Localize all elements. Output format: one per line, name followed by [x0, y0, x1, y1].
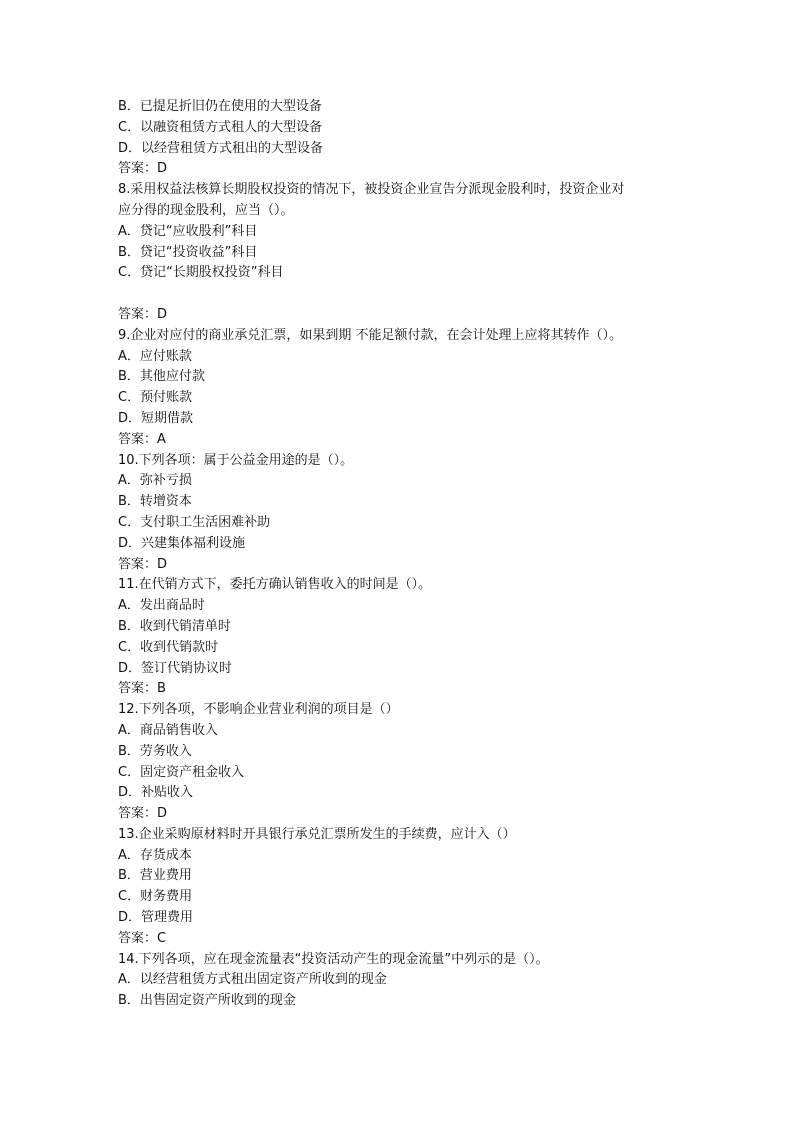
question-8: 8.采用权益法核算长期股权投资的情况下，被投资企业宣告分派现金股利时，投资企业对	[118, 182, 625, 198]
answer-line: 答案：D	[118, 806, 168, 822]
option-c: C．支付职工生活困难补助	[118, 514, 271, 530]
option-b: B．出售固定资产所收到的现金	[118, 993, 296, 1009]
option-b: B．转增资本	[118, 494, 192, 510]
option-b: B．收到代销清单时	[118, 618, 231, 634]
option-a: A．弥补亏损	[118, 473, 192, 489]
answer-line: 答案：C	[118, 930, 167, 946]
option-a: A．以经营租赁方式租出固定资产所收到的现金	[118, 972, 387, 988]
text-line: B．已提足折旧仍在使用的大型设备	[118, 99, 322, 114]
option-c: C．收到代销款时	[118, 639, 219, 655]
option-d: D．补贴收入	[118, 785, 194, 801]
question-12: 12.下列各项，不影响企业营业利润的项目是（）	[118, 702, 399, 718]
option-c: C．预付账款	[118, 390, 193, 406]
question-8-cont: 应分得的现金股利，应当（）。	[118, 202, 294, 218]
blank-line	[118, 284, 698, 305]
option-a: A．商品销售收入	[118, 722, 218, 738]
document-page	[118, 97, 698, 1012]
option-b: B．劳务收入	[118, 743, 192, 759]
option-c: C．财务费用	[118, 889, 193, 905]
answer-line: 答案：D	[118, 161, 168, 177]
option-d: D．兴建集体福利设施	[118, 535, 246, 551]
answer-line: 答案：B	[118, 681, 166, 697]
option-c: C．贷记“长期股权投资”科目	[118, 265, 284, 281]
answer-line: 答案：A	[118, 431, 166, 447]
text-line: C．以融资租赁方式租人的大型设备	[118, 119, 323, 135]
option-b: B．其他应付款	[118, 369, 205, 385]
question-11: 11.在代销方式下，委托方确认销售收入的时间是（）。	[118, 577, 432, 593]
text-line: D．以经营租赁方式租出的大型设备	[118, 140, 324, 156]
option-a: A．发出商品时	[118, 598, 205, 614]
answer-line: 答案：D	[118, 306, 168, 322]
option-a: A．应付账款	[118, 348, 192, 364]
option-d: D．签订代销协议时	[118, 660, 233, 676]
question-10: 10.下列各项：属于公益金用途的是（）。	[118, 452, 354, 468]
option-d: D．管理费用	[118, 910, 194, 926]
option-a: A．存货成本	[118, 847, 192, 863]
option-a: A．贷记“应收股利”科目	[118, 223, 258, 239]
question-13: 13.企业采购原材料时开具银行承兑汇票所发生的手续费，应计入（）	[118, 826, 516, 842]
option-b: B．营业费用	[118, 868, 192, 884]
option-b: B．贷记“投资收益”科目	[118, 244, 258, 260]
option-d: D．短期借款	[118, 410, 194, 426]
question-14: 14.下列各项，应在现金流量表“投资活动产生的现金流量”中列示的是（）。	[118, 951, 549, 967]
answer-line: 答案：D	[118, 556, 168, 572]
question-9: 9.企业对应付的商业承兑汇票，如果到期 不能足额付款，在会计处理上应将其转作（）。	[118, 327, 623, 343]
option-c: C．固定资产租金收入	[118, 764, 245, 780]
